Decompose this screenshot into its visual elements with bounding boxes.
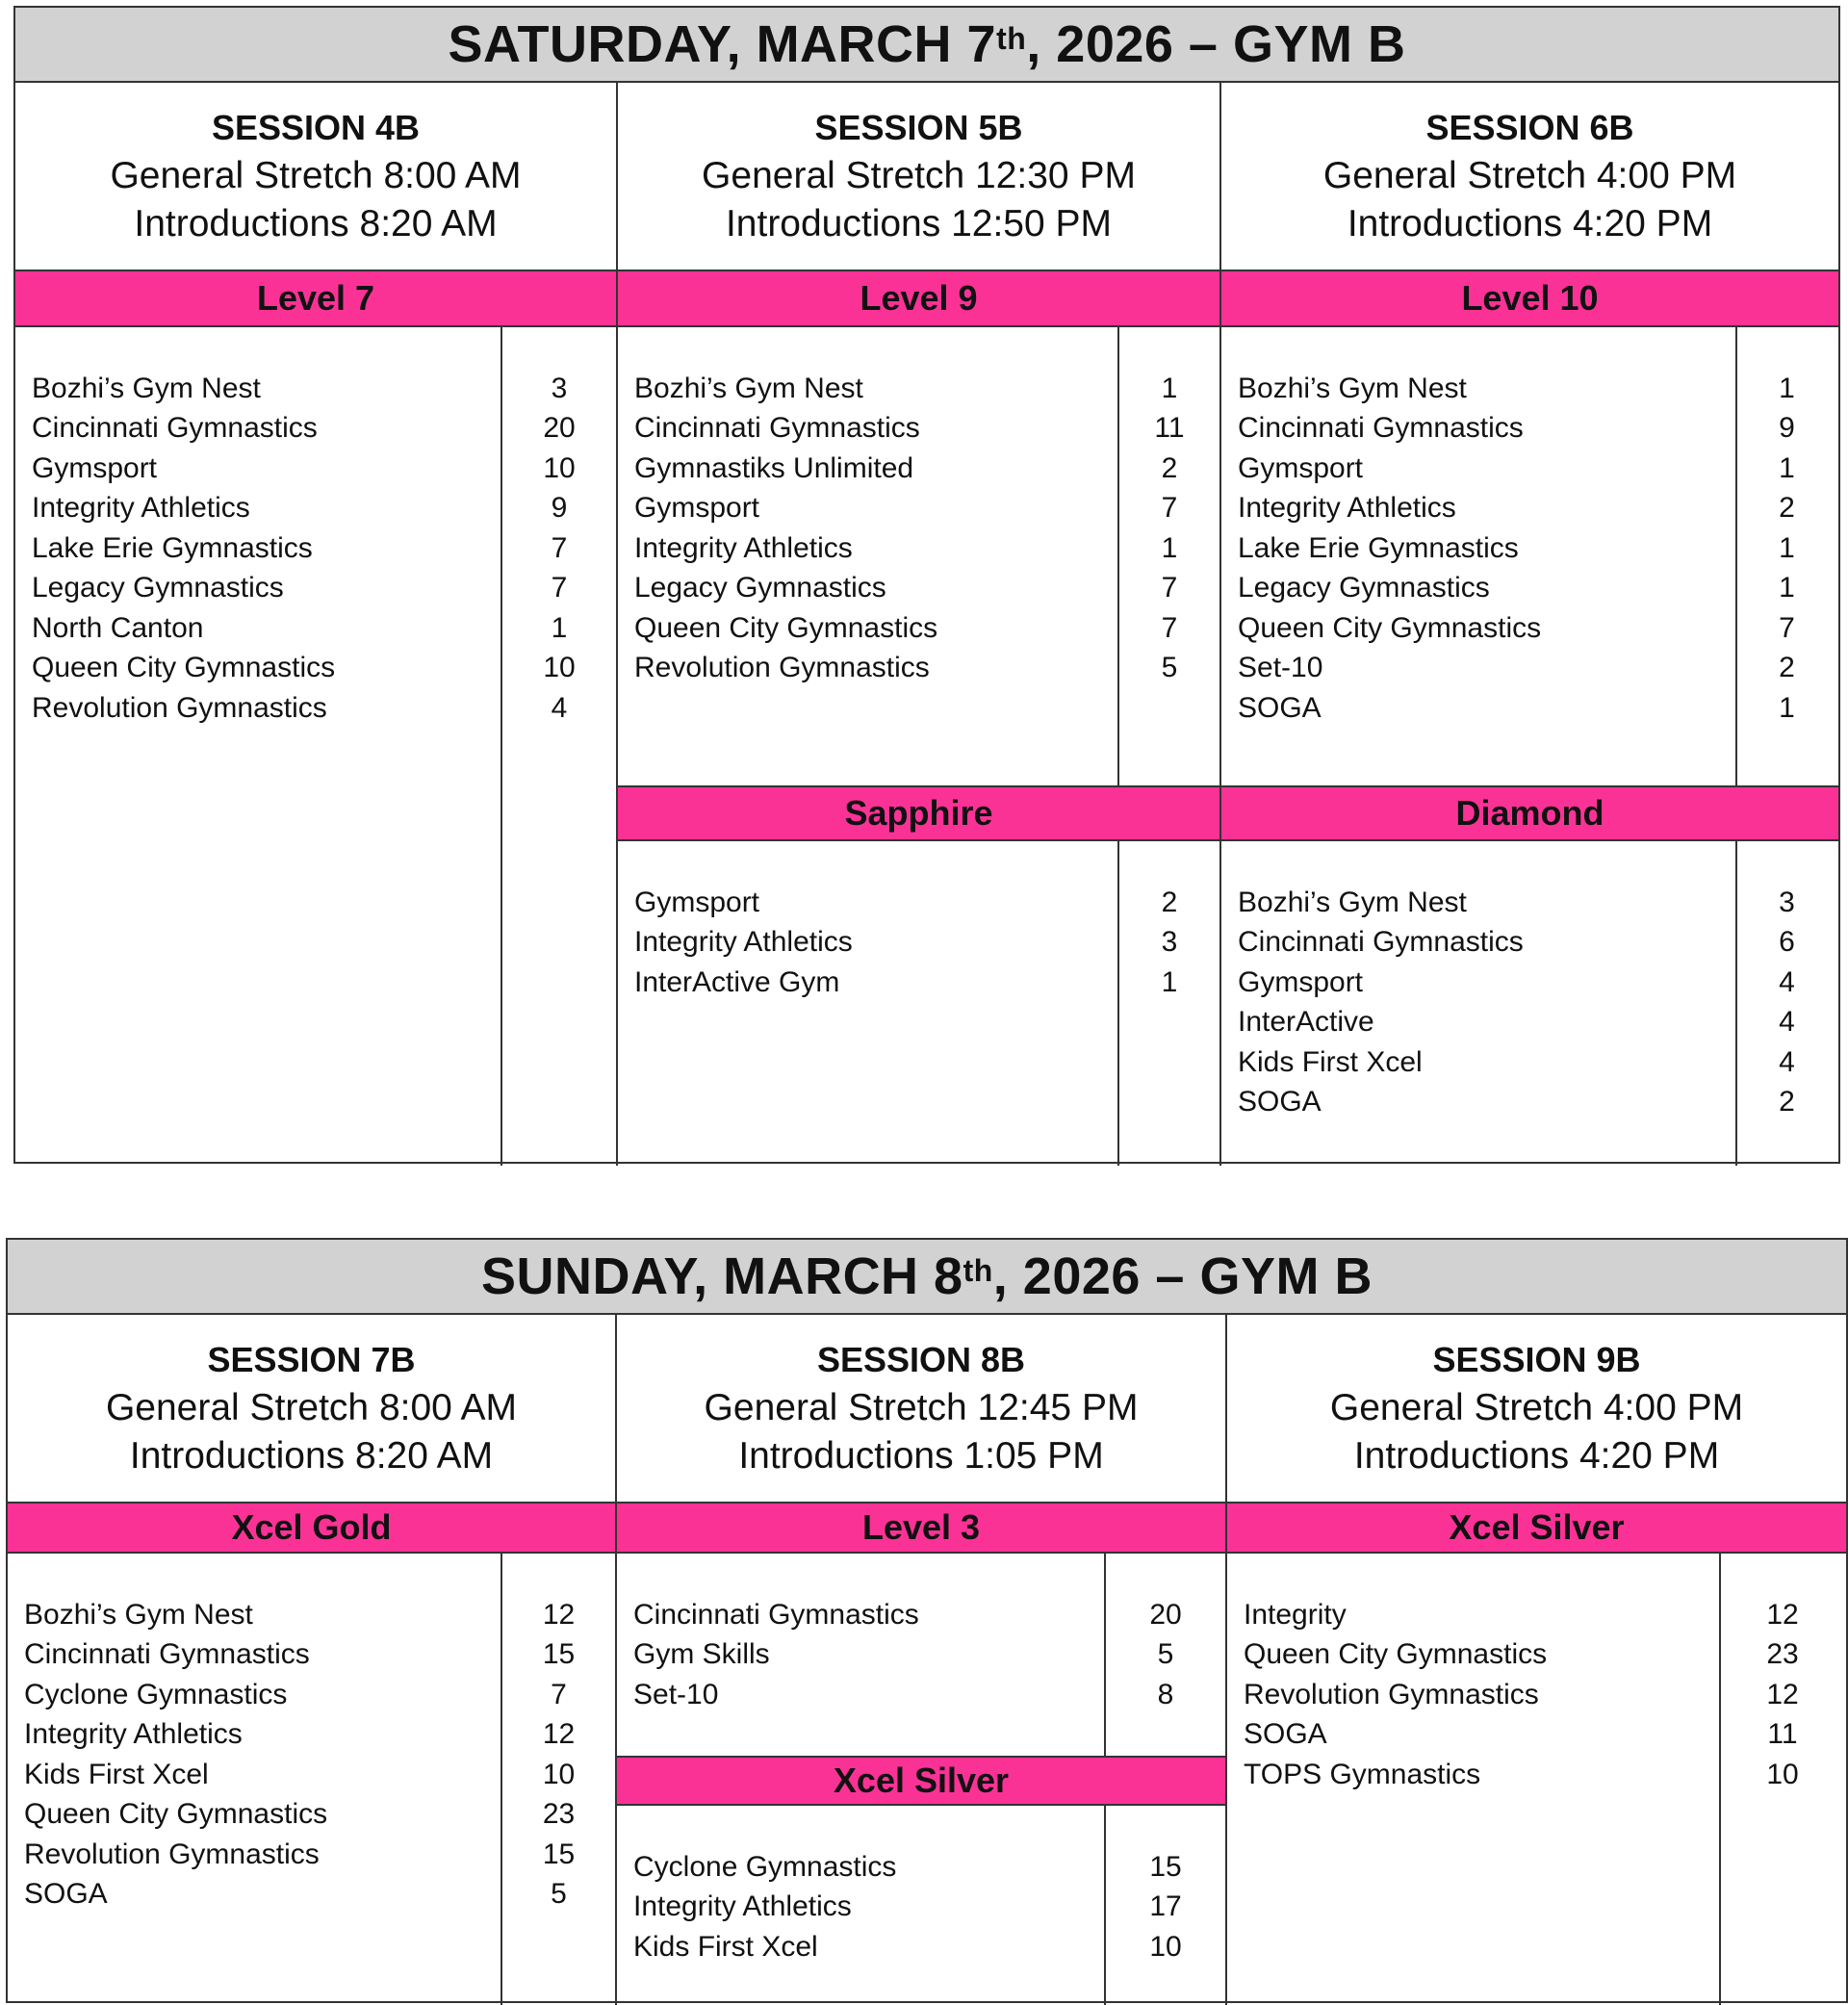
team-name: Legacy Gymnastics: [32, 572, 284, 604]
team-row: [24, 1795, 615, 1836]
gymnast-count: 2: [1779, 1086, 1795, 1118]
team-row: [1238, 409, 1838, 450]
team-row: [1238, 688, 1838, 729]
team-name: Cincinnati Gymnastics: [24, 1638, 310, 1671]
team-list-block: [15, 327, 616, 1166]
gymnast-count: 1: [1779, 691, 1795, 724]
team-row: [1238, 1003, 1838, 1043]
team-name: SOGA: [1238, 1086, 1322, 1118]
gymnast-count: 11: [1154, 412, 1185, 445]
team-row: [634, 963, 1219, 1003]
team-list: [634, 369, 1219, 688]
team-name: Revolution Gymnastics: [1244, 1678, 1539, 1710]
gymnast-count: 10: [1149, 1930, 1182, 1963]
gymnast-count: 10: [543, 451, 576, 484]
gymnast-count: 9: [551, 492, 568, 525]
gymnast-count: 20: [1149, 1598, 1182, 1631]
session-header: [15, 83, 616, 271]
gymnast-count: 1: [1779, 531, 1795, 564]
session-header: [1221, 83, 1838, 271]
gymnast-count: 4: [1779, 1045, 1795, 1078]
session-header: [618, 83, 1219, 271]
level-header: Xcel Silver: [617, 1756, 1225, 1806]
team-row: [24, 1715, 615, 1756]
team-list: [24, 1595, 615, 1915]
team-row: [32, 489, 616, 529]
team-row: [24, 1595, 615, 1635]
team-list: [1238, 883, 1838, 1122]
saturday-title: [15, 8, 1838, 83]
team-name: Integrity Athletics: [633, 1890, 852, 1923]
team-row: [634, 489, 1219, 529]
session-header: [1227, 1315, 1846, 1504]
team-row: [633, 1675, 1225, 1715]
team-row: [32, 608, 616, 649]
team-row: [634, 449, 1219, 489]
introductions-time: Introductions 8:20 AM: [129, 1435, 494, 1477]
gymnast-count: 7: [551, 1678, 567, 1710]
gymnast-count: 3: [1161, 926, 1178, 959]
gymnast-count: 3: [551, 372, 568, 404]
team-list-block: [618, 841, 1219, 1166]
team-row: [32, 409, 616, 450]
team-row: [1238, 489, 1838, 529]
introductions-time: Introductions 8:20 AM: [134, 203, 498, 244]
title-ordinal: th: [962, 1253, 993, 1288]
gymnast-count: 7: [1779, 611, 1795, 644]
team-name: Integrity Athletics: [634, 926, 853, 959]
session-name: SESSION 7B: [207, 1340, 416, 1379]
gymnast-count: 7: [1161, 611, 1178, 644]
team-row: [634, 569, 1219, 609]
team-name: Cincinnati Gymnastics: [634, 412, 920, 445]
session-name: SESSION 6B: [1425, 108, 1634, 147]
gymnast-count: 20: [543, 412, 576, 445]
general-stretch-time: General Stretch 12:30 PM: [702, 155, 1136, 196]
level-header: Diamond: [1221, 785, 1838, 841]
team-list-block: [1227, 1554, 1846, 2005]
team-row: [24, 1835, 615, 1875]
gymnast-count: 15: [542, 1838, 576, 1870]
team-name: Lake Erie Gymnastics: [1238, 531, 1519, 564]
level-header: Level 3: [617, 1504, 1225, 1554]
team-row: [634, 369, 1219, 409]
team-row: [633, 1888, 1225, 1928]
gymnast-count: 12: [1766, 1678, 1799, 1710]
team-list-block: [8, 1554, 615, 2005]
team-row: [32, 369, 616, 409]
session-header: [617, 1315, 1225, 1504]
gymnast-count: 10: [543, 652, 576, 684]
team-row: [1238, 1083, 1838, 1123]
introductions-time: Introductions 4:20 PM: [1347, 203, 1713, 244]
team-row: [24, 1635, 615, 1676]
session-column: [8, 1315, 617, 2005]
team-row: [1238, 963, 1838, 1003]
team-name: Integrity Athletics: [634, 531, 853, 564]
team-name: Gymsport: [32, 451, 158, 484]
team-name: Gymsport: [634, 492, 760, 525]
team-name: Queen City Gymnastics: [1238, 611, 1542, 644]
session-name: SESSION 4B: [211, 108, 421, 147]
team-name: Revolution Gymnastics: [24, 1838, 320, 1870]
team-list-block: [1221, 841, 1838, 1166]
session-name: SESSION 5B: [814, 108, 1023, 147]
team-row: [1238, 608, 1838, 649]
team-name: Cyclone Gymnastics: [24, 1678, 288, 1710]
gymnast-count: 9: [1779, 412, 1795, 445]
session-name: SESSION 8B: [816, 1340, 1026, 1379]
team-name: Bozhi’s Gym Nest: [1238, 886, 1467, 918]
team-list: [32, 369, 616, 729]
gymnast-count: 12: [542, 1598, 576, 1631]
team-name: Queen City Gymnastics: [24, 1798, 328, 1831]
general-stretch-time: General Stretch 8:00 AM: [105, 1387, 518, 1428]
session-column: [15, 83, 618, 1166]
team-row: [32, 569, 616, 609]
team-row: [1238, 923, 1838, 964]
team-name: North Canton: [32, 611, 204, 644]
team-row: [634, 608, 1219, 649]
gymnast-count: 5: [1157, 1638, 1174, 1671]
title-rest: , 2026 – GYM B: [992, 1247, 1373, 1305]
team-name: Gym Skills: [633, 1638, 770, 1671]
team-row: [633, 1847, 1225, 1888]
team-name: Revolution Gymnastics: [32, 691, 327, 724]
title-main: SATURDAY, MARCH 7: [448, 15, 997, 73]
team-name: Legacy Gymnastics: [634, 572, 886, 604]
introductions-time: Introductions 1:05 PM: [738, 1435, 1104, 1477]
sunday-schedule-table: [6, 1238, 1848, 2003]
team-row: [32, 688, 616, 729]
gymnast-count: 17: [1149, 1890, 1182, 1923]
team-name: Cincinnati Gymnastics: [1238, 926, 1524, 959]
gymnast-count: 8: [1157, 1678, 1174, 1710]
gymnast-count: 6: [1779, 926, 1795, 959]
team-name: Bozhi’s Gym Nest: [32, 372, 261, 404]
gymnast-count: 5: [1161, 652, 1178, 684]
gymnast-count: 10: [542, 1758, 576, 1790]
team-row: [1238, 449, 1838, 489]
team-list-block: [618, 327, 1219, 785]
team-name: Cincinnati Gymnastics: [633, 1598, 919, 1631]
team-row: [24, 1875, 615, 1915]
level-header: Xcel Silver: [1227, 1504, 1846, 1554]
general-stretch-time: General Stretch 12:45 PM: [704, 1387, 1139, 1428]
team-name: Gymnastiks Unlimited: [634, 451, 914, 484]
gymnast-count: 1: [1779, 451, 1795, 484]
team-name: InterActive Gym: [634, 965, 840, 998]
level-header: Sapphire: [618, 785, 1219, 841]
team-name: Bozhi’s Gym Nest: [24, 1598, 253, 1631]
team-name: Set-10: [633, 1678, 719, 1710]
team-name: Bozhi’s Gym Nest: [634, 372, 863, 404]
gymnast-count: 1: [1161, 372, 1178, 404]
team-row: [1238, 369, 1838, 409]
session-column: [1221, 83, 1838, 1166]
team-row: [634, 883, 1219, 923]
gymnast-count: 2: [1161, 451, 1178, 484]
team-name: Gymsport: [634, 886, 760, 918]
team-name: Cyclone Gymnastics: [633, 1850, 897, 1883]
team-row: [634, 649, 1219, 689]
gymnast-count: 15: [542, 1638, 576, 1671]
gymnast-count: 3: [1779, 886, 1795, 918]
team-name: Kids First Xcel: [24, 1758, 209, 1790]
gymnast-count: 7: [551, 531, 568, 564]
level-header: Level 9: [618, 271, 1219, 327]
team-name: Bozhi’s Gym Nest: [1238, 372, 1467, 404]
team-name: Integrity Athletics: [24, 1718, 243, 1751]
level-header: Level 7: [15, 271, 616, 327]
title-main: SUNDAY, MARCH 8: [481, 1247, 963, 1305]
team-list: [1244, 1595, 1846, 1795]
team-name: Integrity Athletics: [32, 492, 250, 525]
team-row: [24, 1675, 615, 1715]
gymnast-count: 12: [1766, 1598, 1799, 1631]
team-name: SOGA: [24, 1878, 108, 1911]
team-row: [1244, 1635, 1846, 1676]
level-header: Level 10: [1221, 271, 1838, 327]
team-row: [32, 528, 616, 569]
gymnast-count: 23: [1766, 1638, 1799, 1671]
gymnast-count: 7: [1161, 492, 1178, 525]
gymnast-count: 4: [1779, 1006, 1795, 1039]
team-row: [634, 528, 1219, 569]
team-row: [1244, 1595, 1846, 1635]
team-name: Cincinnati Gymnastics: [32, 412, 318, 445]
team-name: Lake Erie Gymnastics: [32, 531, 313, 564]
team-row: [1244, 1755, 1846, 1795]
team-name: Cincinnati Gymnastics: [1238, 412, 1524, 445]
team-name: Gymsport: [1238, 451, 1364, 484]
team-name: Integrity Athletics: [1238, 492, 1456, 525]
team-name: Legacy Gymnastics: [1238, 572, 1490, 604]
team-name: SOGA: [1238, 691, 1322, 724]
team-row: [633, 1595, 1225, 1635]
team-row: [32, 449, 616, 489]
team-name: Kids First Xcel: [1238, 1045, 1423, 1078]
team-name: Queen City Gymnastics: [634, 611, 938, 644]
team-name: InterActive: [1238, 1006, 1374, 1039]
level-header: Xcel Gold: [8, 1504, 615, 1554]
session-column: [618, 83, 1221, 1166]
gymnast-count: 12: [542, 1718, 576, 1751]
team-list: [633, 1847, 1225, 1967]
gymnast-count: 1: [1779, 372, 1795, 404]
gymnast-count: 23: [542, 1798, 576, 1831]
title-rest: , 2026 – GYM B: [1026, 15, 1406, 73]
team-row: [633, 1635, 1225, 1676]
gymnast-count: 5: [551, 1878, 567, 1911]
gymnast-count: 1: [1779, 572, 1795, 604]
gymnast-count: 2: [1161, 886, 1178, 918]
general-stretch-time: General Stretch 8:00 AM: [110, 155, 522, 196]
gymnast-count: 1: [1161, 531, 1178, 564]
gymnast-count: 1: [551, 611, 568, 644]
team-name: TOPS Gymnastics: [1244, 1758, 1481, 1790]
general-stretch-time: General Stretch 4:00 PM: [1322, 155, 1737, 196]
gymnast-count: 1: [1161, 965, 1178, 998]
team-row: [1244, 1715, 1846, 1756]
team-row: [24, 1755, 615, 1795]
team-list: [633, 1595, 1225, 1715]
team-row: [1238, 528, 1838, 569]
team-list-block: [617, 1806, 1225, 2005]
introductions-time: Introductions 4:20 PM: [1353, 1435, 1720, 1477]
session-header: [8, 1315, 615, 1504]
team-row: [1238, 883, 1838, 923]
team-name: SOGA: [1244, 1718, 1327, 1751]
team-row: [1244, 1675, 1846, 1715]
gymnast-count: 2: [1779, 492, 1795, 525]
team-name: Set-10: [1238, 652, 1323, 684]
team-list-block: [1221, 327, 1838, 785]
sunday-title: [8, 1240, 1846, 1315]
gymnast-count: 10: [1766, 1758, 1799, 1790]
team-name: Queen City Gymnastics: [1244, 1638, 1548, 1671]
team-row: [634, 923, 1219, 964]
gymnast-count: 4: [551, 691, 568, 724]
team-list-block: [617, 1554, 1225, 1756]
introductions-time: Introductions 12:50 PM: [725, 203, 1113, 244]
gymnast-count: 15: [1149, 1850, 1182, 1883]
gymnast-count: 7: [1161, 572, 1178, 604]
session-column: [1227, 1315, 1846, 2005]
team-name: Revolution Gymnastics: [634, 652, 930, 684]
team-list: [1238, 369, 1838, 729]
team-name: Queen City Gymnastics: [32, 652, 336, 684]
team-list: [634, 883, 1219, 1003]
gymnast-count: 4: [1779, 965, 1795, 998]
saturday-schedule-table: [13, 6, 1840, 1164]
session-name: SESSION 9B: [1432, 1340, 1641, 1379]
team-row: [634, 409, 1219, 450]
general-stretch-time: General Stretch 4:00 PM: [1329, 1387, 1744, 1428]
gymnast-count: 11: [1767, 1718, 1798, 1751]
team-name: Integrity: [1244, 1598, 1347, 1631]
team-name: Gymsport: [1238, 965, 1364, 998]
team-row: [633, 1927, 1225, 1967]
team-row: [32, 649, 616, 689]
session-column: [617, 1315, 1227, 2005]
team-row: [1238, 649, 1838, 689]
team-row: [1238, 1042, 1838, 1083]
team-name: Kids First Xcel: [633, 1930, 818, 1963]
title-ordinal: th: [996, 21, 1027, 56]
gymnast-count: 7: [551, 572, 568, 604]
team-row: [1238, 569, 1838, 609]
gymnast-count: 2: [1779, 652, 1795, 684]
